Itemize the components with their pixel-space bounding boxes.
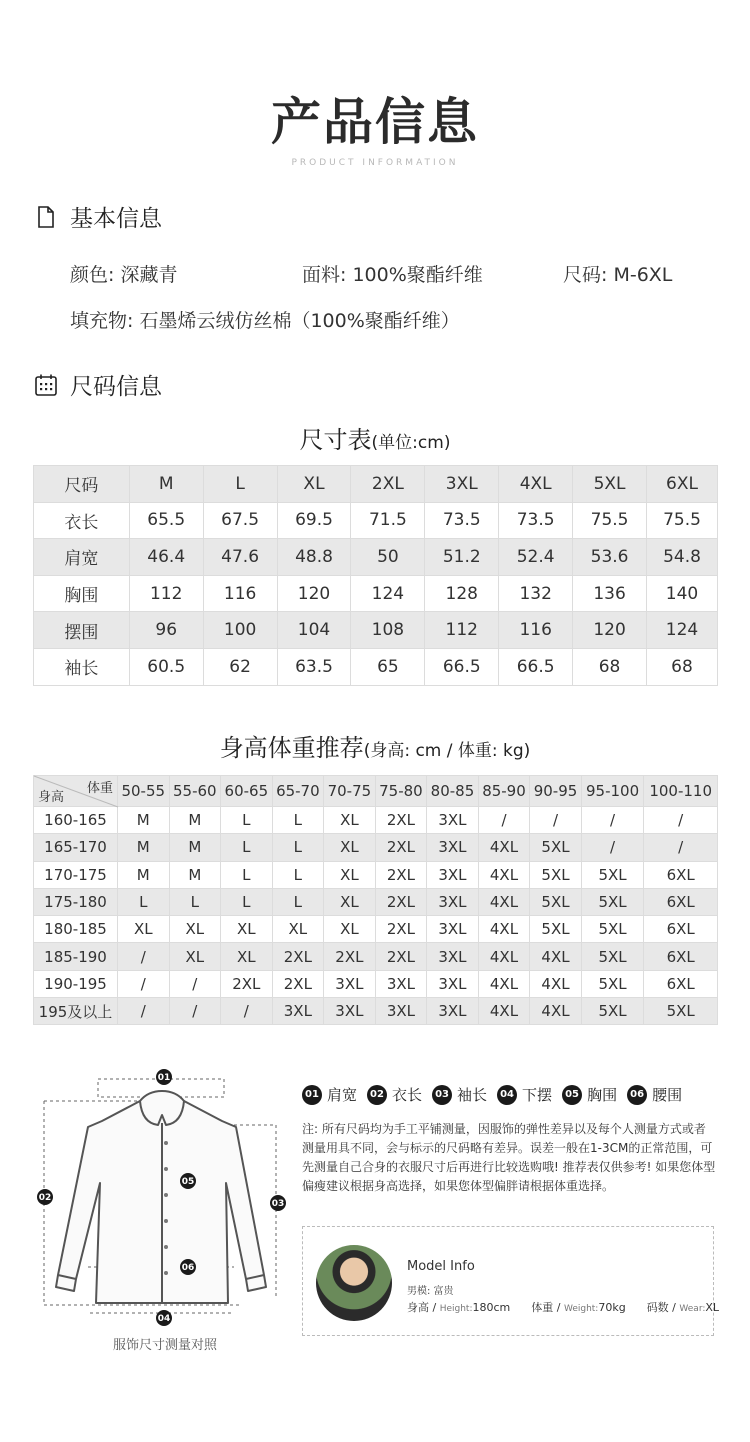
size-recommend-cell: L xyxy=(272,888,324,915)
corner-weight-label: 体重 xyxy=(86,781,113,796)
legend-label: 袖长 xyxy=(457,1086,488,1104)
table-cell: 47.6 xyxy=(203,539,277,576)
table-cell: 128 xyxy=(425,575,499,612)
svg-text:03: 03 xyxy=(271,1199,285,1209)
size-recommend-cell: 2XL xyxy=(375,834,427,861)
weight-header-cell: 50-55 xyxy=(118,776,170,807)
garment-measurement-diagram xyxy=(40,1065,290,1325)
size-recommend-cell: 4XL xyxy=(530,943,582,970)
size-recommend-cell: 2XL xyxy=(324,943,376,970)
weight-header-cell: 100-110 xyxy=(644,776,718,807)
height-range-cell: 160-165 xyxy=(34,807,118,834)
filling-info: 填充物: 石墨烯云绒仿丝棉（100%聚酯纤维） xyxy=(70,310,460,332)
legend-number: 02 xyxy=(367,1085,387,1105)
size-recommend-cell: 5XL xyxy=(581,916,644,943)
size-recommend-cell: 3XL xyxy=(375,998,427,1025)
height-label: 身高 / xyxy=(407,1301,440,1314)
model-stats xyxy=(407,1299,719,1315)
size-recommend-cell: 3XL xyxy=(427,943,479,970)
weight-header-cell: 75-80 xyxy=(375,776,427,807)
legend-item xyxy=(302,1084,357,1105)
corner-cell xyxy=(34,776,118,807)
table-cell: 112 xyxy=(425,612,499,649)
size-table-unit: (单位:cm) xyxy=(371,433,451,453)
size-recommend-cell: 4XL xyxy=(478,970,530,997)
size-table-header xyxy=(34,466,718,503)
size-recommend-cell: XL xyxy=(169,916,221,943)
recommend-row xyxy=(34,834,718,861)
legend-item xyxy=(367,1084,422,1105)
size-recommend-cell: L xyxy=(221,888,273,915)
size-recommend-cell: M xyxy=(118,834,170,861)
table-cell: 75.5 xyxy=(573,502,647,539)
size-recommend-cell: 5XL xyxy=(581,970,644,997)
size-recommend-cell: 3XL xyxy=(375,970,427,997)
table-cell: 4XL xyxy=(499,466,573,503)
size-recommend-cell: 5XL xyxy=(530,916,582,943)
size-recommend-cell: XL xyxy=(324,861,376,888)
table-cell: 62 xyxy=(203,648,277,685)
size-recommend-cell: 2XL xyxy=(272,970,324,997)
size-recommend-cell: 3XL xyxy=(427,807,479,834)
size-recommend-cell: 4XL xyxy=(478,943,530,970)
basic-info-title: 基本信息 xyxy=(70,206,162,232)
weight-header-cell: 80-85 xyxy=(427,776,479,807)
svg-text:05: 05 xyxy=(181,1177,195,1187)
table-cell: 65 xyxy=(351,648,425,685)
weight-header-cell: 70-75 xyxy=(324,776,376,807)
table-cell: 54.8 xyxy=(647,539,718,576)
legend-label: 胸围 xyxy=(587,1086,618,1104)
table-cell: 48.8 xyxy=(277,539,351,576)
height-value: 180cm xyxy=(472,1301,511,1314)
size-recommend-cell: 3XL xyxy=(427,970,479,997)
size-recommend-cell: 5XL xyxy=(530,834,582,861)
height-range-cell: 180-185 xyxy=(34,916,118,943)
basic-info-heading xyxy=(34,200,162,233)
table-cell: 51.2 xyxy=(425,539,499,576)
size-recommend-cell: XL xyxy=(324,916,376,943)
size-recommend-cell: 2XL xyxy=(375,943,427,970)
size-recommend-cell: 3XL xyxy=(324,970,376,997)
size-recommend-cell: M xyxy=(169,807,221,834)
recommend-row xyxy=(34,943,718,970)
table-cell: 73.5 xyxy=(499,502,573,539)
table-cell: 68 xyxy=(573,648,647,685)
height-range-cell: 195及以上 xyxy=(34,998,118,1025)
document-icon xyxy=(34,205,58,229)
recommend-row xyxy=(34,888,718,915)
size-recommend-cell: 5XL xyxy=(581,998,644,1025)
table-cell: 71.5 xyxy=(351,502,425,539)
size-recommend-cell: L xyxy=(221,861,273,888)
size-recommend-cell: 5XL xyxy=(581,888,644,915)
size-recommend-cell: / xyxy=(118,998,170,1025)
size-recommend-cell: 3XL xyxy=(272,998,324,1025)
table-cell: 50 xyxy=(351,539,425,576)
weight-header-cell: 85-90 xyxy=(478,776,530,807)
table-cell: 136 xyxy=(573,575,647,612)
row-label: 衣长 xyxy=(34,502,130,539)
size-recommend-cell: 3XL xyxy=(427,861,479,888)
size-recommend-cell: 5XL xyxy=(581,943,644,970)
size-recommend-cell: L xyxy=(169,888,221,915)
size-recommend-cell: 3XL xyxy=(427,998,479,1025)
legend-label: 下摆 xyxy=(522,1086,553,1104)
recommend-title-text: 身高体重推荐 xyxy=(219,734,364,762)
size-recommend-cell: L xyxy=(221,807,273,834)
size-recommend-cell: L xyxy=(272,861,324,888)
size-recommend-cell: 2XL xyxy=(375,916,427,943)
size-info-title: 尺码信息 xyxy=(70,374,162,400)
size-recommend-cell: 4XL xyxy=(478,998,530,1025)
row-label: 摆围 xyxy=(34,612,130,649)
height-range-cell: 185-190 xyxy=(34,943,118,970)
height-range-cell: 190-195 xyxy=(34,970,118,997)
model-avatar xyxy=(316,1245,392,1321)
row-label: 肩宽 xyxy=(34,539,130,576)
size-recommend-cell: / xyxy=(118,970,170,997)
diagram-caption: 服饰尺寸测量对照 xyxy=(112,1338,217,1353)
legend-item xyxy=(627,1084,682,1105)
size-recommend-cell: 4XL xyxy=(478,834,530,861)
size-recommend-cell: / xyxy=(478,807,530,834)
size-recommend-cell: 6XL xyxy=(644,943,718,970)
weight-header-cell: 90-95 xyxy=(530,776,582,807)
weight-header-cell: 95-100 xyxy=(581,776,644,807)
size-recommend-cell: 6XL xyxy=(644,916,718,943)
size-recommend-cell: 3XL xyxy=(427,888,479,915)
corner-height-label: 身高 xyxy=(38,790,65,805)
size-recommend-cell: 2XL xyxy=(375,807,427,834)
table-cell: 124 xyxy=(647,612,718,649)
size-recommend-cell: XL xyxy=(221,916,273,943)
size-recommend-cell: / xyxy=(581,807,644,834)
size-recommend-cell: M xyxy=(169,861,221,888)
recommend-row xyxy=(34,807,718,834)
size-recommend-cell: 4XL xyxy=(478,916,530,943)
size-table-row xyxy=(34,612,718,649)
page-subtitle: PRODUCT INFORMATION xyxy=(291,158,459,168)
table-cell: 116 xyxy=(203,575,277,612)
recommend-row xyxy=(34,970,718,997)
table-cell: 68 xyxy=(647,648,718,685)
size-recommend-cell: M xyxy=(118,861,170,888)
table-cell: 116 xyxy=(499,612,573,649)
table-cell: 69.5 xyxy=(277,502,351,539)
row-label: 袖长 xyxy=(34,648,130,685)
table-cell: 6XL xyxy=(647,466,718,503)
size-recommend-cell: 2XL xyxy=(221,970,273,997)
size-recommend-cell: XL xyxy=(324,807,376,834)
size-recommend-cell: 2XL xyxy=(375,861,427,888)
svg-text:06: 06 xyxy=(181,1263,195,1273)
table-cell: 124 xyxy=(351,575,425,612)
size-recommend-cell: XL xyxy=(324,888,376,915)
color-info: 颜色: 深藏青 xyxy=(70,264,178,286)
legend-number: 06 xyxy=(627,1085,647,1105)
weight-label-en: Weight: xyxy=(563,1304,599,1314)
size-recommend-cell: 4XL xyxy=(530,998,582,1025)
size-recommend-cell: 6XL xyxy=(644,888,718,915)
table-cell: 108 xyxy=(351,612,425,649)
weight-header-cell: 55-60 xyxy=(169,776,221,807)
size-recommend-cell: 6XL xyxy=(644,861,718,888)
recommend-title xyxy=(0,728,750,763)
measurement-legend xyxy=(302,1084,692,1105)
size-recommend-cell: / xyxy=(118,943,170,970)
size-recommend-cell: 4XL xyxy=(530,970,582,997)
size-table-row xyxy=(34,575,718,612)
size-value: XL xyxy=(705,1301,720,1314)
table-cell: 75.5 xyxy=(647,502,718,539)
calendar-icon xyxy=(34,373,58,397)
table-cell: 112 xyxy=(129,575,203,612)
legend-label: 衣长 xyxy=(392,1086,423,1104)
table-cell: 120 xyxy=(573,612,647,649)
size-table-title xyxy=(0,420,750,455)
size-recommend-cell: 5XL xyxy=(530,861,582,888)
table-cell: 73.5 xyxy=(425,502,499,539)
height-label-en: Height: xyxy=(439,1304,473,1314)
table-cell: 3XL xyxy=(425,466,499,503)
height-range-cell: 175-180 xyxy=(34,888,118,915)
weight-value: 70kg xyxy=(598,1301,626,1314)
model-info-card xyxy=(302,1226,720,1336)
legend-label: 肩宽 xyxy=(327,1086,358,1104)
table-cell: 140 xyxy=(647,575,718,612)
table-cell: 104 xyxy=(277,612,351,649)
size-table-row xyxy=(34,502,718,539)
table-cell: 5XL xyxy=(573,466,647,503)
height-range-cell: 170-175 xyxy=(34,861,118,888)
svg-text:01: 01 xyxy=(157,1073,171,1083)
table-cell: XL xyxy=(277,466,351,503)
size-recommend-cell: / xyxy=(169,970,221,997)
size-recommend-cell: / xyxy=(530,807,582,834)
legend-number: 03 xyxy=(432,1085,452,1105)
size-recommend-cell: L xyxy=(272,807,324,834)
model-info-title: Model Info xyxy=(407,1259,475,1274)
size-recommend-cell: 3XL xyxy=(427,916,479,943)
model-name: 男模: 富贵 xyxy=(407,1286,454,1297)
size-recommend-cell: / xyxy=(581,834,644,861)
size-table xyxy=(33,465,718,686)
size-recommend-cell: L xyxy=(272,834,324,861)
table-cell: 96 xyxy=(129,612,203,649)
table-cell: 66.5 xyxy=(425,648,499,685)
size-recommend-cell: 4XL xyxy=(478,888,530,915)
legend-number: 05 xyxy=(562,1085,582,1105)
recommend-table xyxy=(33,775,718,1025)
table-cell: 63.5 xyxy=(277,648,351,685)
height-range-cell: 165-170 xyxy=(34,834,118,861)
size-recommend-cell: 3XL xyxy=(324,998,376,1025)
table-cell: 120 xyxy=(277,575,351,612)
row-label: 胸围 xyxy=(34,575,130,612)
size-recommend-cell: XL xyxy=(118,916,170,943)
table-cell: 132 xyxy=(499,575,573,612)
size-recommend-cell: XL xyxy=(324,834,376,861)
measurement-note: 注: 所有尺码均为手工平铺测量，因服饰的弹性差异以及每个人测量方式或者测量用具不同，会与标示的尺码略有差异。误差一般在1-3CM的正常范围，可先测量自己合身的衣服尺寸后再进行比较选购哦! 推荐表仅供参考! 如果您体型偏瘦建议根据身高选择，如果您体型偏胖请根据体重选择。 xyxy=(302,1122,716,1193)
weight-header-cell: 60-65 xyxy=(221,776,273,807)
size-recommend-cell: 2XL xyxy=(375,888,427,915)
size-recommend-cell: XL xyxy=(169,943,221,970)
size-recommend-cell: 4XL xyxy=(478,861,530,888)
size-recommend-cell: M xyxy=(169,834,221,861)
size-recommend-cell: M xyxy=(118,807,170,834)
legend-number: 01 xyxy=(302,1085,322,1105)
size-label-en: Wear: xyxy=(679,1304,706,1314)
table-cell: 2XL xyxy=(351,466,425,503)
size-range-info: 尺码: M-6XL xyxy=(563,264,673,286)
size-recommend-cell: XL xyxy=(221,943,273,970)
svg-text:02: 02 xyxy=(38,1193,52,1203)
legend-item xyxy=(562,1084,617,1105)
size-recommend-cell: / xyxy=(644,807,718,834)
size-recommend-cell: XL xyxy=(272,916,324,943)
size-recommend-cell: / xyxy=(644,834,718,861)
size-recommend-cell: L xyxy=(118,888,170,915)
table-cell: L xyxy=(203,466,277,503)
legend-label: 腰围 xyxy=(652,1086,683,1104)
legend-number: 04 xyxy=(497,1085,517,1105)
legend-item xyxy=(432,1084,487,1105)
size-recommend-cell: 3XL xyxy=(427,834,479,861)
table-cell: 52.4 xyxy=(499,539,573,576)
svg-text:04: 04 xyxy=(157,1314,171,1324)
table-cell: 67.5 xyxy=(203,502,277,539)
table-cell: M xyxy=(129,466,203,503)
table-cell: 66.5 xyxy=(499,648,573,685)
recommend-row xyxy=(34,998,718,1025)
recommend-row xyxy=(34,861,718,888)
fabric-info: 面料: 100%聚酯纤维 xyxy=(302,264,483,286)
recommend-unit: (身高: cm / 体重: kg) xyxy=(363,741,531,761)
weight-header-cell: 65-70 xyxy=(272,776,324,807)
recommend-table-header xyxy=(34,776,718,807)
size-table-row xyxy=(34,539,718,576)
table-cell: 60.5 xyxy=(129,648,203,685)
row-label: 尺码 xyxy=(34,466,130,503)
legend-item xyxy=(497,1084,552,1105)
size-recommend-cell: 5XL xyxy=(581,861,644,888)
size-recommend-cell: 2XL xyxy=(272,943,324,970)
size-label: 码数 / xyxy=(646,1301,680,1314)
weight-label: 体重 / xyxy=(531,1301,564,1314)
size-recommend-cell: 5XL xyxy=(530,888,582,915)
table-cell: 65.5 xyxy=(129,502,203,539)
recommend-row xyxy=(34,916,718,943)
table-cell: 100 xyxy=(203,612,277,649)
size-recommend-cell: L xyxy=(221,834,273,861)
size-recommend-cell: 6XL xyxy=(644,970,718,997)
page-title: 产品信息 xyxy=(271,93,479,151)
table-cell: 53.6 xyxy=(573,539,647,576)
size-recommend-cell: / xyxy=(221,998,273,1025)
table-cell: 46.4 xyxy=(129,539,203,576)
size-info-heading xyxy=(34,368,162,401)
size-table-title-text: 尺寸表 xyxy=(299,426,372,454)
size-table-row xyxy=(34,648,718,685)
size-recommend-cell: / xyxy=(169,998,221,1025)
size-recommend-cell: 5XL xyxy=(644,998,718,1025)
